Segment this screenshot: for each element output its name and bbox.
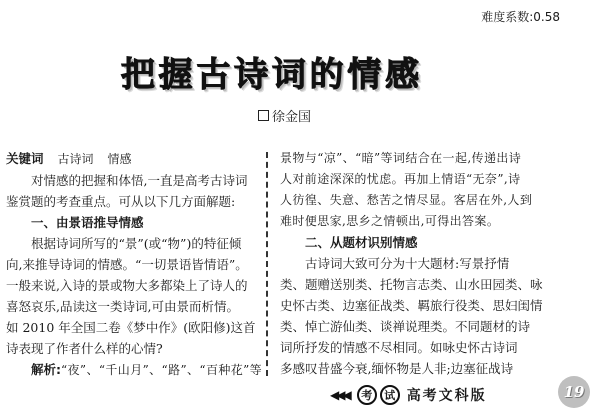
analysis-text: “夜”、“千山月”、“路”、“百种花”等: [61, 363, 263, 377]
column-divider: [266, 152, 268, 376]
left-column: [6, 148, 263, 381]
analysis-cont-line: 难时便思家,思乡之情顿出,可得出答案。: [280, 214, 500, 228]
body-line: 史怀古类、边塞征战类、羁旅行役类、思妇闺情: [280, 298, 543, 313]
article-title: [120, 44, 420, 100]
keywords-line: [6, 148, 256, 170]
body-line: 根据诗词所写的“景”(或“物”)的特征倾: [31, 236, 242, 251]
title-char: 感: [385, 54, 420, 95]
difficulty-label: 难度系数:0.58: [481, 10, 560, 24]
analysis-cont-line: 景物与“凉”、“暗”等词结合在一起,传递出诗: [280, 151, 522, 165]
section-heading-2: 二、从题材识别情感: [305, 235, 418, 250]
analysis-cont-line: 人对前途深深的忧虑。再加上情语“无奈”,诗: [280, 172, 521, 186]
author-box-icon: [258, 110, 269, 121]
title-char: 握: [158, 54, 193, 95]
body-line: 喜怒哀乐,品读这一类诗词,可由景而析情。: [6, 299, 239, 314]
body-line: 向,来推导诗词的情感。“一切景语皆情语”。: [6, 257, 248, 272]
body-line: 如 2010 年全国二卷《梦中作》(欧阳修)这首: [6, 320, 256, 335]
keyword-item: 古诗词: [57, 152, 94, 166]
page-footer: [330, 380, 600, 410]
title-char: 的: [309, 54, 344, 95]
keywords-label: 关键词: [6, 151, 44, 166]
body-line: 一般来说,入诗的景或物大多都染上了诗人的: [6, 278, 248, 293]
keyword-item: 情感: [107, 152, 132, 166]
analysis-label: 解析:: [31, 362, 61, 377]
body-line: 诗表现了作者什么样的心情?: [6, 341, 163, 356]
intro-line: 鉴赏题的考查重点。可从以下几方面解题:: [6, 194, 236, 209]
tag-circle-2: 试: [380, 385, 400, 405]
body-line: 古诗词大致可分为十大题材:写景抒情: [305, 256, 510, 271]
tag-circle-1: 考: [357, 385, 377, 405]
intro-line: 对情感的把握和体悟,一直是高考古诗词: [31, 173, 248, 188]
title-char: 诗: [234, 54, 269, 95]
body-line: 类、悼亡游仙类、谈禅说理类。不同题材的诗: [280, 319, 531, 334]
body-line: 词所抒发的情感不尽相同。如咏史怀古诗词: [280, 340, 518, 355]
analysis-cont-line: 人彷徨、失意、愁苦之情尽显。客居在外,人到: [280, 193, 533, 207]
title-char: 古: [196, 54, 231, 95]
author-name: 徐金国: [272, 110, 312, 125]
title-char: 词: [271, 54, 306, 95]
body-line: 类、题赠送别类、托物言志类、山水田园类、咏: [280, 277, 543, 292]
author-line: [258, 106, 311, 125]
title-char: 情: [347, 54, 382, 95]
body-line: 多感叹昔盛今衰,缅怀物是人非;边塞征战诗: [280, 361, 514, 376]
right-column: [280, 148, 594, 379]
journal-name: 高考文科版: [406, 388, 487, 404]
arrows-icon: ◀◀◀: [330, 388, 349, 402]
page-number: 19: [558, 376, 590, 408]
section-heading-1: 一、由景语推导情感: [31, 215, 144, 230]
analysis-line: [6, 359, 263, 381]
title-char: 把: [120, 54, 155, 95]
